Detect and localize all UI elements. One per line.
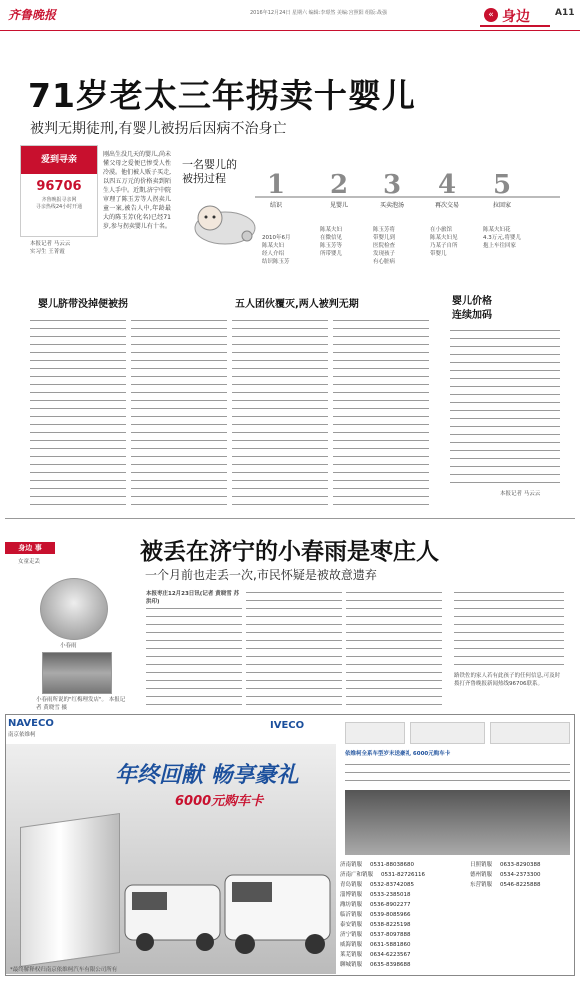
dealer-row: 日照销服 0633-8290388 xyxy=(470,862,541,868)
step-2: 2 见婴儿 xyxy=(330,170,349,209)
dealer-row: 淄博销服 0533-2385018 xyxy=(340,892,411,898)
ad-brand: NAVECO xyxy=(8,718,54,729)
header-rule xyxy=(0,30,580,31)
ad-brand-sub: 南京依维柯 xyxy=(8,732,36,738)
step-5-desc: 陈某夫妇花 4.3万元,将婴儿 抱上车往回家 xyxy=(483,227,521,249)
story2-column-4 xyxy=(454,590,564,670)
story1-column-5 xyxy=(450,328,560,488)
story2-column-2 xyxy=(246,590,342,708)
story2-headline: 被丢在济宁的小春雨是枣庄人 xyxy=(140,539,439,565)
dealer-row: 济宁销服 0537-8097888 xyxy=(340,932,411,938)
section-heading-1: 婴儿脐带没掉便被拐 xyxy=(38,299,128,310)
page-number: A11 xyxy=(555,8,575,18)
section-heading-2: 五人团伙覆灭,两人被判无期 xyxy=(235,299,359,310)
story1-headline: 71岁老太三年拐卖十婴儿 xyxy=(28,76,416,115)
photo-caption-shop: 小春雨所说的"红梅理发店"。 本报记者 黄晓雪 摄 xyxy=(36,697,126,711)
header-meta: 2016年12月24日 星期六 编辑:李璟然 美编:宫照阳 组版:战强 xyxy=(250,10,387,16)
dealer-row: 临沂销服 0539-8085966 xyxy=(340,912,411,918)
section-heading-3: 婴儿价格 连续加码 xyxy=(452,296,492,321)
ad-footer: *最终解释权归南京依维柯汽车有限公司所有 xyxy=(10,967,118,973)
ad-thumb-1 xyxy=(345,722,405,744)
dealer-row: 莱芜销服 0634-6223567 xyxy=(340,952,411,958)
ad-thumb-3 xyxy=(490,722,570,744)
story1-intro: 刚出生没几天的婴儿,尚未懂父母之爱便已惨受人性冷漠。他们被人贩子买走,以四五万元的价格卖到陌生人手中。近期,济宁中院审理了陈玉芳等人拐卖儿童一案,被告人中,年龄最大的陈玉芳(化名)已经71岁,参与拐卖婴儿有十名。 xyxy=(103,151,171,230)
dealer-row: 泰安销服 0538-8225198 xyxy=(340,922,411,928)
ad-slogan: 年终回献 畅享豪礼 xyxy=(115,763,299,788)
divider xyxy=(5,518,575,519)
story2-contact: 路铁佐的家人若有此孩子的任何信息,可及时拨打齐鲁晚报新闻热线96706联系。 xyxy=(454,673,561,687)
dealer-row: 东营销服 0546-8225888 xyxy=(470,882,541,888)
story1-byline-right: 本报记者 马云云 xyxy=(500,491,541,497)
step-1: 1 结识 xyxy=(267,170,286,209)
newspaper-logo: 齐鲁晚报 xyxy=(8,8,57,22)
baby-illustration xyxy=(185,190,265,250)
step-3: 3 买卖泡汤 xyxy=(380,170,405,209)
dealer-row: 潍坊销服 0536-8902277 xyxy=(340,902,411,908)
step-5: 5 拉回家 xyxy=(493,170,512,209)
van-illustration xyxy=(120,860,335,960)
promo-number: 96706 xyxy=(36,179,82,194)
story1-subheadline: 被判无期徒刑,有婴儿被拐后因病不治身亡 xyxy=(30,121,287,137)
flow-line xyxy=(255,196,560,198)
ad-right-headline: 依维柯全系车型岁末送豪礼 6000元购车卡 xyxy=(345,751,451,757)
section-badge xyxy=(480,5,550,27)
dealer-row: 德州销服 0534-2373300 xyxy=(470,872,541,878)
story1-column-1 xyxy=(30,318,126,508)
promo-caption: 齐鲁晚报寻亲网 寻亲热线24小时开通 xyxy=(35,197,83,210)
story1-byline: 本报记者 马云云 实习生 王菁霞 xyxy=(30,241,71,255)
dealer-row: 济南销服 0531-88038680 xyxy=(340,862,414,868)
dealer-row: 济南广和销服 0531-82726116 xyxy=(340,872,425,878)
dealer-list-2 xyxy=(470,860,570,890)
barbershop-photo xyxy=(42,652,112,694)
girl-photo xyxy=(40,578,108,640)
ad-right-text xyxy=(345,762,570,782)
section-name: 身边 xyxy=(502,9,530,25)
story2-dateline: 本报枣庄12月23日讯(记者 黄晓雪 苏洪印) xyxy=(146,591,240,605)
story2-subheadline: 一个月前也走丢一次,市民怀疑是被故意遗弃 xyxy=(145,568,377,582)
story1-column-3 xyxy=(232,318,328,508)
ad-thumb-2 xyxy=(410,722,485,744)
dealer-row: 青岛销服 0532-83742085 xyxy=(340,882,414,888)
story2-column-3 xyxy=(346,590,442,708)
story1-column-2 xyxy=(131,318,227,508)
ad-vehicle-photo xyxy=(345,790,570,855)
step-4-desc: 在小旅馆 陈某夫妇见 乃某子自所 带婴儿 xyxy=(430,227,458,257)
step-4: 4 再次交易 xyxy=(435,170,460,209)
step-2-desc: 陈某夫妇 在微信见 陈玉芳等 所带婴儿 xyxy=(320,227,343,257)
section-tag: 身边 事 xyxy=(5,542,55,554)
dealer-row: 聊城销服 0635-8398688 xyxy=(340,962,411,968)
story1-column-4 xyxy=(333,318,429,508)
tag-caption: 女童走丢 xyxy=(18,559,41,565)
story2-column-1 xyxy=(146,606,242,708)
ad-big-6 xyxy=(20,813,120,967)
step-3-desc: 陈玉芳将 带婴儿到 医院检查 发现孩子 有心脏病 xyxy=(373,227,396,265)
photo-caption-girl: 小春雨 xyxy=(60,643,77,649)
flow-steps xyxy=(255,170,565,230)
dealer-row: 威海销服 0631-5881860 xyxy=(340,942,411,948)
ad-iveco: IVECO xyxy=(270,720,305,731)
flow-title: 一名婴儿的 被拐过程 xyxy=(182,158,237,185)
step-1-desc: 2010年6月 陈某夫妇 经人介绍 结识陈玉芳 xyxy=(262,235,291,265)
ad-prize: 6000元购车卡 xyxy=(175,794,264,809)
promo-title: 爱到寻亲 xyxy=(21,146,97,174)
double-chevron-icon: « xyxy=(484,8,498,22)
hotline-promo xyxy=(20,145,98,237)
